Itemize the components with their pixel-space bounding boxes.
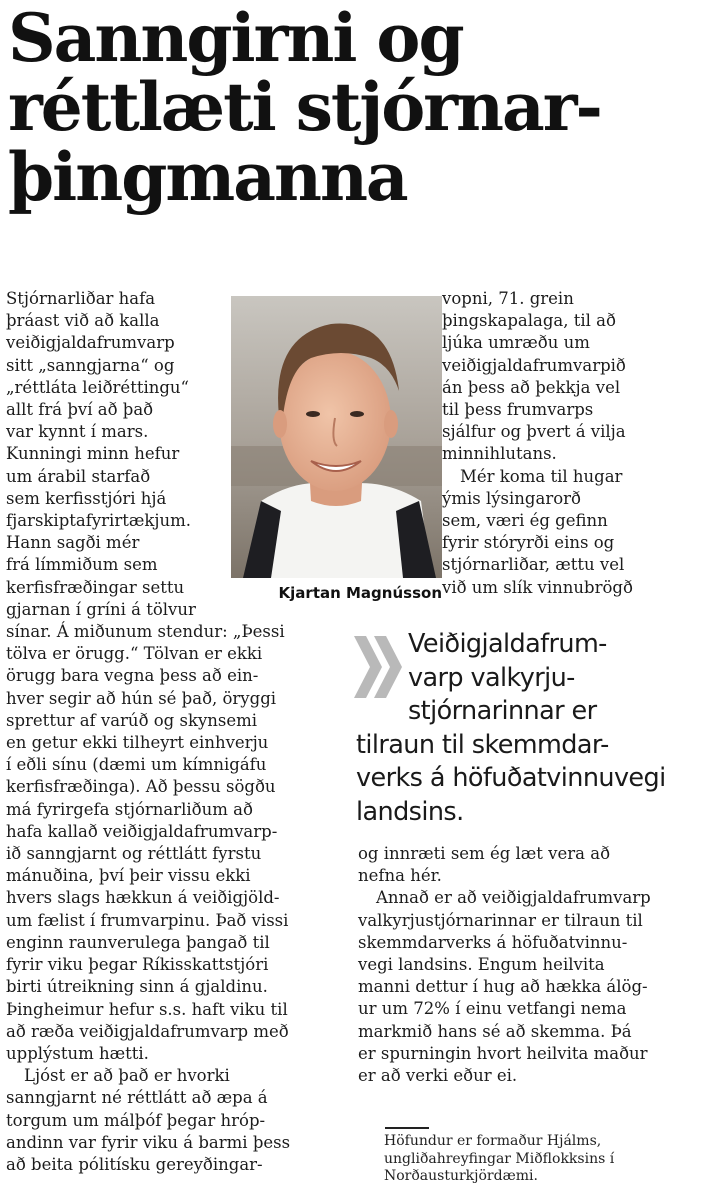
- text-line: torgum um málþóf þegar hróp-: [6, 1110, 266, 1130]
- text-line: Þingheimur hefur s.s. haft viku til: [6, 999, 288, 1019]
- text-line: Mér koma til hugar: [460, 466, 623, 486]
- text-line: veiðigjaldafrumvarpið: [442, 355, 626, 375]
- text-line: „réttláta leiðréttingu“: [6, 377, 189, 397]
- bio-line: ungliðahreyfingar Miðflokksins í: [384, 1150, 615, 1167]
- text-line: um fælist í frumvarpinu. Það vissi: [6, 910, 289, 930]
- text-line: þingskapalaga, til að: [442, 311, 616, 331]
- text-line: kerfisfræðinga). Að þessu sögðu: [6, 777, 276, 797]
- text-line: ýmis lýsingarorð: [442, 488, 581, 508]
- text-line: gjarnan í gríni á tölvur: [6, 599, 196, 619]
- text-line: án þess að þekkja vel: [442, 377, 621, 397]
- text-line: sínar. Á miðunum stendur: „Þessi: [6, 622, 285, 642]
- text-line: Stjórnarliðar hafa: [6, 289, 156, 308]
- text-line: sjálfur og þvert á vilja: [442, 422, 626, 442]
- text-line: ið sanngjarnt og réttlátt fyrstu: [6, 844, 262, 864]
- text-line: valkyrjustjórnarinnar er tilraun til: [358, 910, 643, 930]
- photo-caption: Kjartan Magnússon: [278, 584, 442, 602]
- text-line: Kunningi minn hefur: [6, 444, 180, 464]
- bio-line: Höfundur er formaður Hjálms,: [384, 1133, 602, 1149]
- text-line: upplýstum hætti.: [6, 1043, 149, 1063]
- headline-line: þingmanna: [8, 137, 407, 216]
- text-line: sitt „sanngjarna“ og: [6, 355, 175, 375]
- text-line: ur um 72% í einu vetfangi nema: [358, 999, 627, 1019]
- pull-quote-text: [352, 628, 712, 829]
- text-line: en getur ekki tilheyrt einhverju: [6, 733, 269, 753]
- quote-line: stjórnarinnar er: [408, 696, 597, 726]
- text-line: og innræti sem ég læt vera að: [358, 844, 611, 863]
- quote-line: verks á höfuðatvinnuvegi: [356, 763, 666, 793]
- text-line: um árabil starfað: [6, 466, 151, 486]
- text-line: nefna hér.: [358, 866, 442, 886]
- text-line: til þess frumvarps: [442, 400, 594, 420]
- text-line: hafa kallað veiðigjaldafrumvarp-: [6, 821, 278, 841]
- headline-line: réttlæti stjórnar-: [8, 68, 601, 147]
- text-line: Ljóst er að það er hvorki: [24, 1066, 230, 1086]
- text-line: var kynnt í mars.: [6, 422, 149, 442]
- text-line: enginn raunverulega þangað til: [6, 932, 270, 952]
- text-line: minnihlutans.: [442, 444, 557, 464]
- author-portrait-image: [231, 296, 442, 578]
- text-line: kerfisfræðingar settu: [6, 577, 185, 597]
- text-line: örugg bara vegna þess að ein-: [6, 666, 259, 686]
- text-line: sanngjarnt né réttlátt að æpa á: [6, 1088, 268, 1108]
- text-line: sprettur af varúð og skynsemi: [6, 710, 258, 730]
- body-column-right: [442, 288, 708, 599]
- text-line: Hann sagði mér: [6, 533, 140, 553]
- text-line: við um slík vinnubrögð: [442, 577, 633, 597]
- text-line: markmið hans sé að skemma. Þá: [358, 1021, 632, 1041]
- text-line: hvers slags hækkun á veiðigjöld-: [6, 888, 280, 908]
- text-line: vopni, 71. grein: [442, 289, 574, 308]
- text-line: tölva er örugg.“ Tölvan er ekki: [6, 644, 263, 664]
- text-line: er að verki eður ei.: [358, 1066, 518, 1086]
- bio-line: Norðausturkjördæmi.: [384, 1168, 538, 1184]
- body-column-bottom-right: [358, 843, 708, 1087]
- text-line: mánuðina, því þeir vissu ekki: [6, 866, 251, 886]
- headline-line: Sanngirni og: [8, 0, 463, 77]
- text-line: fyrir stóryrði eins og: [442, 533, 615, 553]
- text-line: að ræða veiðigjaldafrumvarp með: [6, 1021, 289, 1041]
- text-line: skemmdarverks á höfuðatvinnu-: [358, 932, 628, 952]
- quote-line: Veiðigjaldafrum-: [408, 629, 607, 659]
- text-line: að beita pólitísku gereyðingar-: [6, 1154, 263, 1174]
- text-line: birti útreikning sinn á gjaldinu.: [6, 977, 268, 997]
- quote-line: tilraun til skemmdar-: [356, 729, 609, 760]
- quote-line: varp valkyrju-: [408, 662, 575, 693]
- text-line: þráast við að kalla: [6, 311, 160, 331]
- text-line: sem, væri ég gefinn: [442, 511, 608, 531]
- author-bio: [384, 1133, 709, 1186]
- text-line: ljúka umræðu um: [442, 333, 590, 353]
- text-line: sem kerfisstjóri hjá: [6, 488, 167, 508]
- quote-line: landsins.: [356, 796, 464, 827]
- text-line: veiðigjaldafrumvarp: [6, 333, 175, 353]
- text-line: er spurningin hvort heilvita maður: [358, 1043, 648, 1063]
- text-line: andinn var fyrir viku á barmi þess: [6, 1132, 291, 1152]
- text-line: stjórnarliðar, ættu vel: [442, 555, 625, 575]
- text-line: allt frá því að það: [6, 400, 154, 420]
- text-line: í eðli sínu (dæmi um kímnigáfu: [6, 755, 267, 775]
- text-line: fjarskiptafyrirtækjum.: [6, 511, 191, 531]
- text-line: má fyrirgefa stjórnarliðum að: [6, 799, 253, 819]
- text-line: vegi landsins. Engum heilvita: [358, 955, 605, 975]
- text-line: fyrir viku þegar Ríkisskattstjóri: [6, 955, 269, 975]
- text-line: hver segir að hún sé það, öryggi: [6, 688, 277, 708]
- footnote-divider: [385, 1127, 429, 1129]
- text-line: manni dettur í hug að hækka álög-: [358, 977, 648, 997]
- text-line: Annað er að veiðigjaldafrumvarp: [376, 888, 651, 908]
- author-photo: [231, 296, 442, 578]
- text-line: frá límmiðum sem: [6, 555, 158, 575]
- headline: [8, 0, 708, 216]
